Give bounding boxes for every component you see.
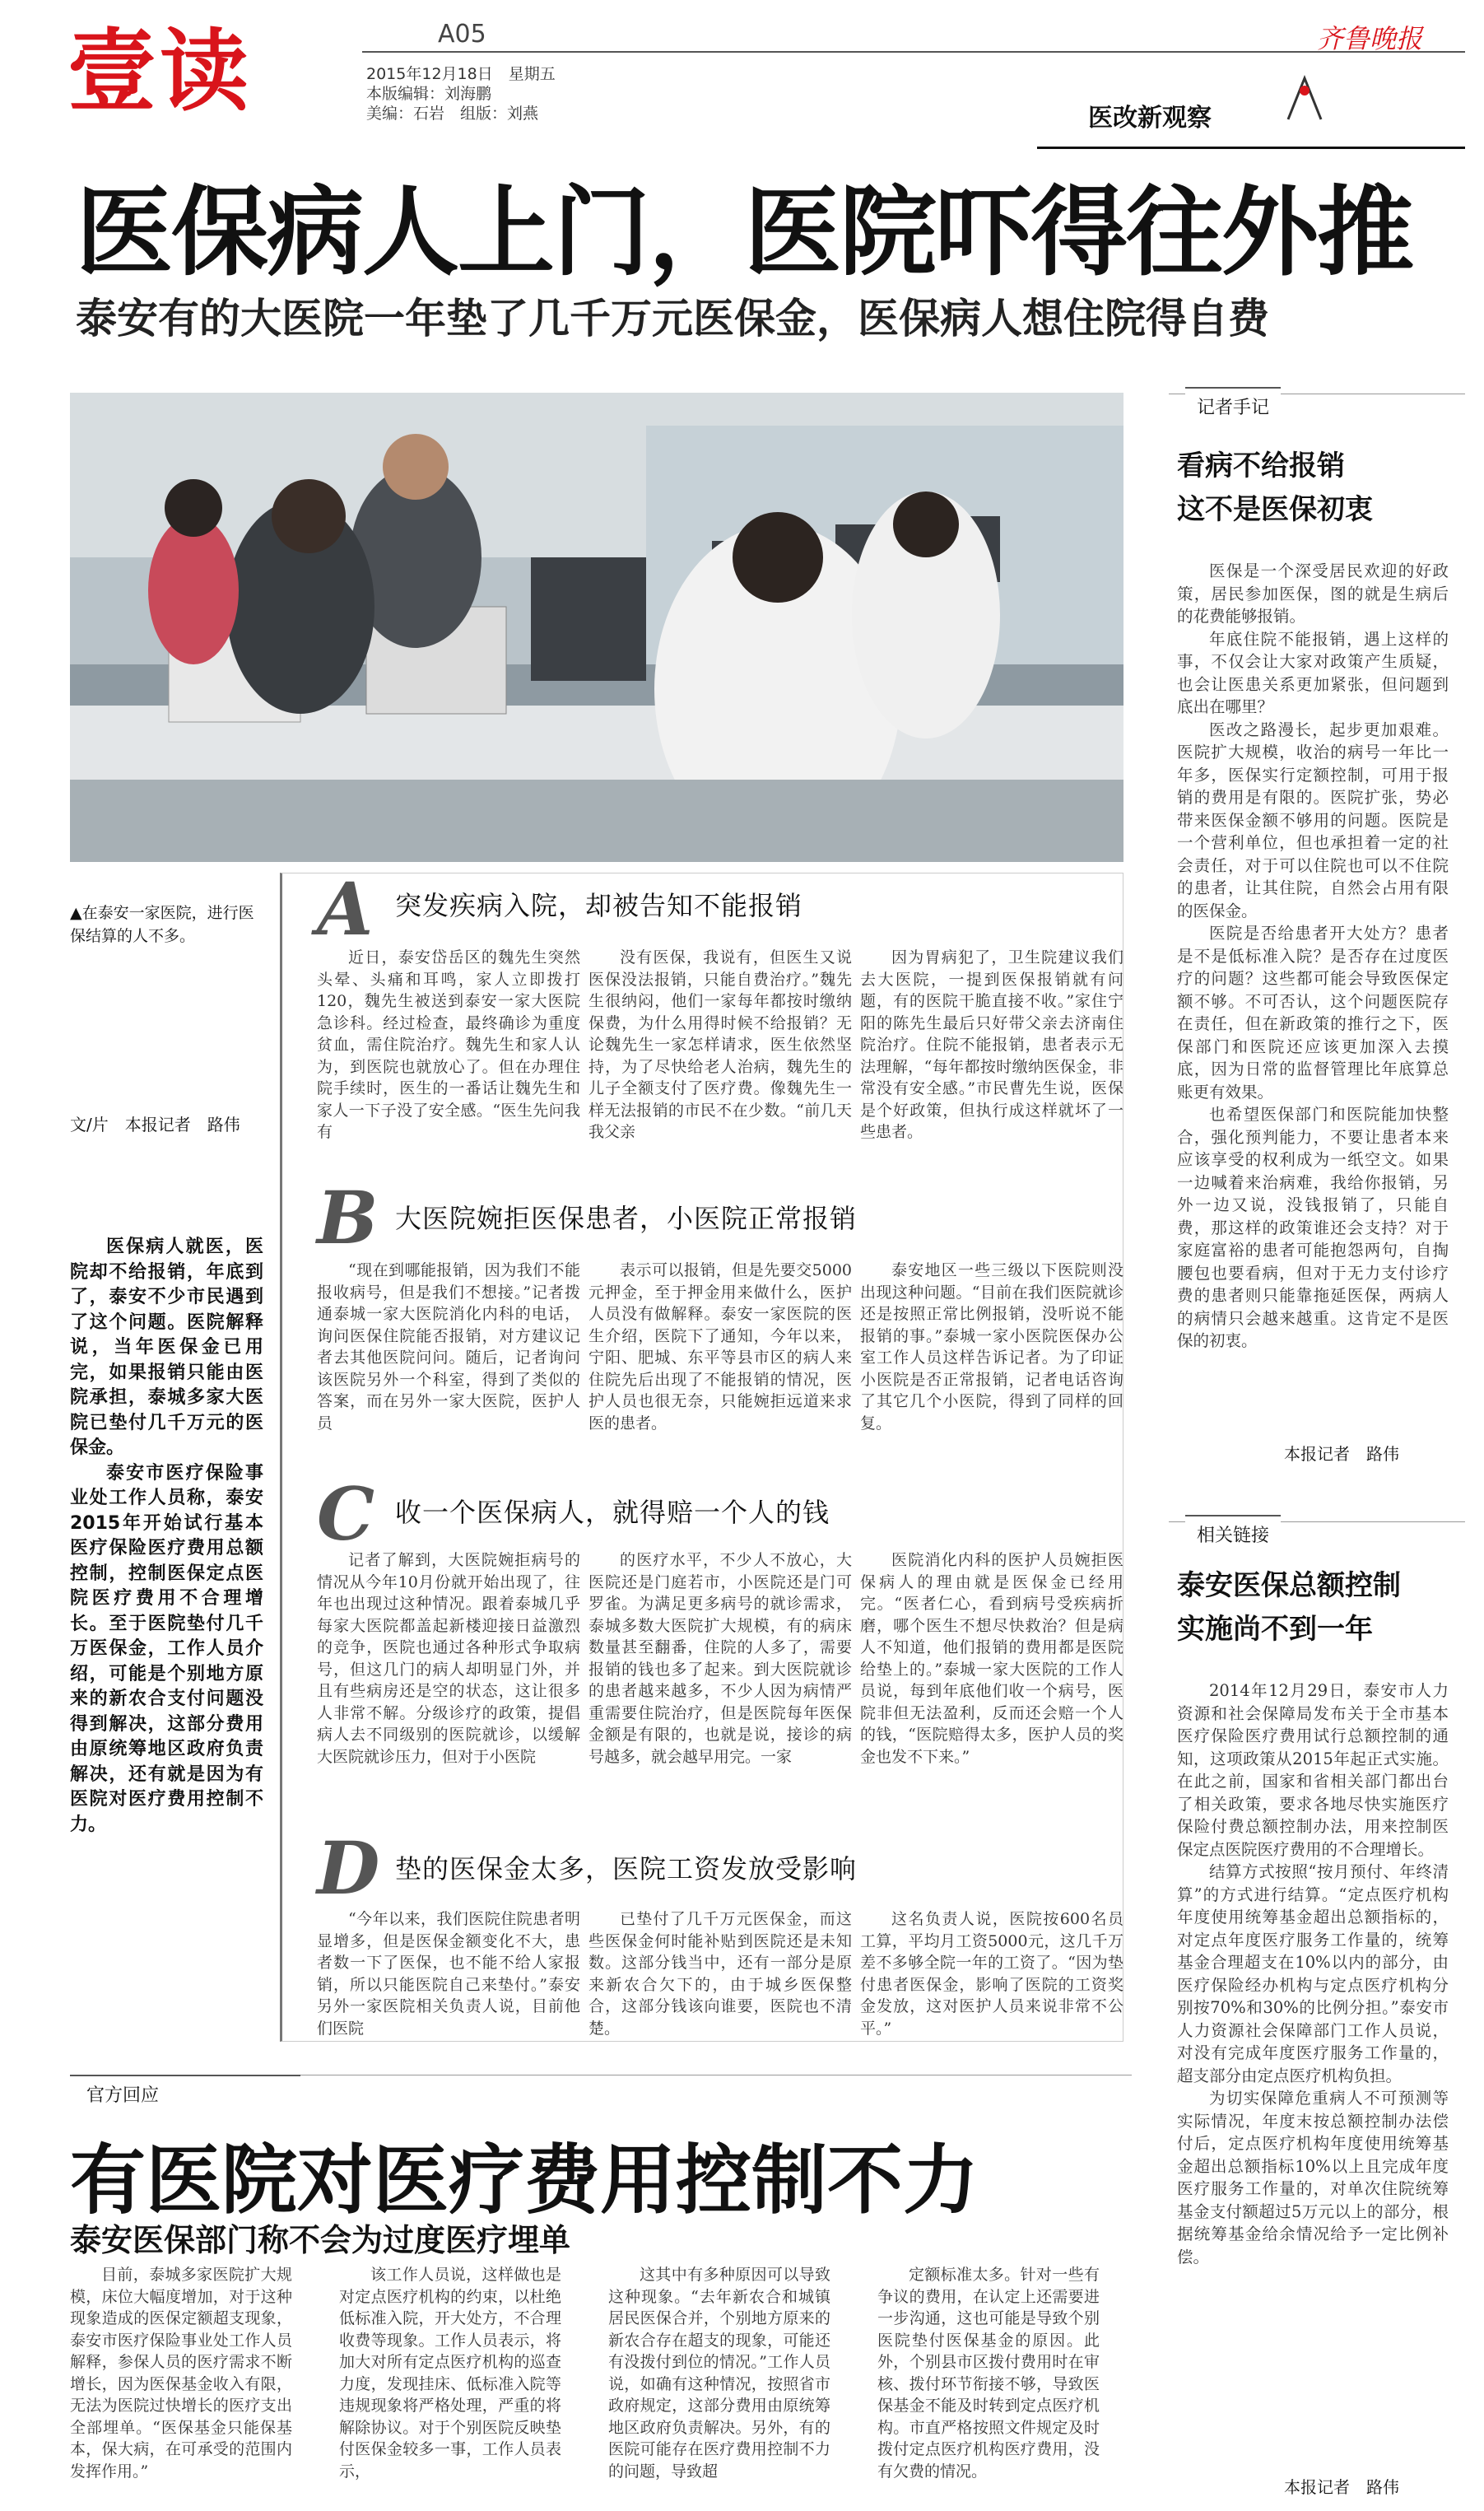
masthead-rule	[362, 51, 1465, 53]
bottom-column	[608, 2264, 830, 2481]
paragraph: 医改之路漫长，起步更加艰难。医院扩大规模，收治的病号一年比一年多，医保实行定额控制，可用于报销的费用是有限的。医院扩张，势必带来医保金额不够用的问题。医院是一个营利单位，但也承担着一定的社会责任，对于可以住院也可以不住院的患者，让其住院，自然会占用有限的医保金。	[1177, 720, 1449, 920]
paragraph: “今年以来，我们医院住院患者明显增多，但是医保金额变化不大，患者数一下了医保，也不能不给人家报销，所以只能医院自己来垫付。”泰安另外一家医院相关负责人说，目前他们医院	[317, 1910, 580, 2038]
paragraph: 这名负责人说，医院按600名员工算，平均月工资5000元，这几千万差不多够全院一年的工资了。“因为垫付患者医保金，影响了医院的工资奖金发放，这对医护人员来说非常不公平。”	[860, 1910, 1123, 2038]
paragraph: 记者了解到，大医院婉拒病号的情况从今年10月份就开始出现了，往年也出现过这种情况。跟着泰城几乎每家大医院都盖起新楼迎接日益激烈的竞争，医院也通过各种形式争取病号，但这几门的病人却明显门外，并且有些病房还是空的状态，这让很多人非常不解。分级诊疗的政策，提倡病人去不同级别的医院就诊，以缓解大医院就诊压力，但对于小医院	[317, 1551, 580, 1766]
main-subhead: 泰安有的大医院一年垫了几千万元医保金，医保病人想住院得自费	[76, 295, 1269, 342]
section-tag: 医改新观察	[1080, 97, 1220, 133]
section-rule	[1037, 147, 1465, 149]
issue-date: 2015年12月18日 星期五	[366, 65, 556, 83]
reporter-note-signature: 本报记者 路伟	[1284, 1444, 1399, 1464]
paragraph: 因为胃病犯了，卫生院建议我们去大医院，一提到医保报销就有问题，有的医院干脆直接不收。”家住宁阳的陈先生最后只好带父亲去济南住院治疗。住院不能报销，患者表示无法理解，“每年都按时缴纳医保金，非常没有安全感。”市民曹先生说，医保是个好政策，但执行成这样就坏了一些患者。	[860, 948, 1123, 1141]
photo-caption: ▲在泰安一家医院，进行医保结算的人不多。	[70, 904, 254, 945]
paragraph: 为切实保障危重病人不可预测等实际情况，年度末按总额控制办法偿付后，定点医疗机构年度使用统筹基金超出总额指标10%以上且完成年度医疗服务工作量的，对单次住院统筹基金支付额超过5万元以上的部分，根据统筹基金给余情况给予一定比例补偿。	[1177, 2089, 1449, 2266]
paragraph: 表示可以报销，但是先要交5000元押金，至于押金用来做什么，医护人员没有做解释。泰安一家医院的医生介绍，医院下了通知，今年以来，宁阳、肥城、东平等县市区的病人来住院先后出现了不能报销的情况，医护人员也很无奈，只能婉拒远道来求医的患者。	[588, 1261, 852, 1433]
paragraph: 医院消化内科的医护人员婉拒医保病人的理由就是医保金已经用完。“医者仁心，看到病号受疾病折磨，哪个医生不想尽快救治？但是病人不知道，他们报销的费用都是医院给垫上的。”泰城一家大医院的工作人员说，每到年底他们收一个病号，医院非但无法盈利，反而还会赔一个人的钱，“医院赔得太多，医护人员的奖金也发不下来。”	[860, 1551, 1123, 1766]
title-line: 泰安医保总额控制	[1177, 1569, 1401, 1602]
reporter-note-label: 记者手记	[1185, 387, 1281, 424]
title-line: 实施尚不到一年	[1177, 1613, 1373, 1646]
paragraph: 目前，泰城多家医院扩大规模，床位大幅度增加，对于这种现象造成的医保定额超支现象，泰安市医疗保险事业处工作人员解释，参保人员的医疗需求不断增长，因为医保基金收入有限，无法为医院过快增长的医疗支出全部埋单。“医保基金只能保基本，保大病，在可承受的范围内发挥作用。”	[70, 2266, 292, 2481]
related-link-body	[1177, 1679, 1449, 2462]
paragraph: 结算方式按照“按月预付、年终清算”的方式进行结算。“定点医疗机构年度使用统筹基金超出总额指标的，对定点年度医疗服务工作量的，统筹基金合理超支在10%以内的部分，由医疗保险经办机构与定点医疗机构分别按70%和30%的比例分担。”泰安市人力资源社会保障部门工作人员说，对没有完成年度医疗服务工作量的，超支部分由定点医疗机构负担。	[1177, 1862, 1449, 2085]
paragraph: 该工作人员说，这样做也是对定点医疗机构的约束，以杜绝低标准入院，开大处方，不合理收费等现象。工作人员表示，将加大对所有定点医疗机构的巡查力度，发现挂床、低标准入院等违规现象将严格处理，严重的将解除协议。对于个别医院反映垫付医保金较多一事，工作人员表示，	[339, 2266, 561, 2481]
bottom-column	[339, 2264, 561, 2481]
paragraph: 年底住院不能报销，遇上这样的事，不仅会让大家对政策产生质疑，也会让医患关系更加紧张，但问题到底出在哪里？	[1177, 629, 1449, 716]
design-credit: 美编：石岩 组版：刘燕	[366, 105, 539, 123]
paragraph: 没有医保，我说有，但医生又说医保没法报销，只能自费治疗。”魏先生很纳闷，他们一家每年都按时缴纳保费，为什么用得时候不给报销？无论魏先生一家怎样请求，医生依然坚持，为了尽快给老人治病，魏先生的儿子全额支付了医疗费。像魏先生一样无法报销的市民不在少数。“前几天我父亲	[588, 948, 852, 1141]
bottom-subhead: 泰安医保部门称不会为过度医疗埋单	[70, 2222, 571, 2258]
title-line: 这不是医保初衷	[1177, 493, 1373, 526]
photo-byline: 文/片 本报记者 路伟	[70, 1115, 240, 1134]
section-letter-c: C	[317, 1471, 375, 1557]
editor-credit: 本版编辑：刘海鹏	[366, 85, 492, 103]
paragraph: 已垫付了几千万元医保金，而这些医保金何时能补贴到医院还是未知数。这部分钱当中，还有一部分是原来新农合欠下的，由于城乡医保整合，这部分钱该向谁要，医院也不清楚。	[588, 1910, 852, 2038]
paragraph: “现在到哪能报销，因为我们不能报收病号，但是我们不想接。”记者拨通泰城一家大医院消化内科的电话，询问医保住院能否报销，对方建议记者去其他医院问问。随后，记者询问该医院另外一个科室，得到了类似的答案，而在另外一家大医院，医护人员	[317, 1261, 580, 1433]
bottom-column	[70, 2264, 292, 2481]
related-link-signature: 本报记者 路伟	[1284, 2477, 1399, 2497]
paragraph: 也希望医保部门和医院能加快整合，强化预判能力，不要让患者本来应该享受的权利成为一纸空文。如果一边喊着来治病难，我给你报销，另外一边又说，没钱报销了，只能自费，那这样的政策谁还会支持？对于家庭富裕的患者可能抱怨两句，自掏腰包也要看病，但对于无力支付诊疗费的患者则只能靠拖延医保，两病人的病情只会越来越重。这肯定不是医保的初衷。	[1177, 1105, 1449, 1350]
main-headline: 医保病人上门，医院吓得往外推	[76, 175, 1413, 289]
paragraph: 2014年12月29日，泰安市人力资源和社会保障局发布关于全市基本医疗保险医疗费用试行总额控制的通知，这项政策从2015年起正式实施。在此之前，国家和省相关部门都出台了相关政策，要求各地尽快实施医疗保险付费总额控制办法，用来控制医保定点医院医疗费用的不合理增长。	[1177, 1681, 1449, 1859]
section-letter-a: A	[317, 866, 374, 952]
section-letter-b: B	[317, 1175, 379, 1260]
paragraph: 这其中有多种原因可以导致这种现象。“去年新农合和城镇居民医保合并，个别地方原来的新农合存在超支的现象，可能还有没拨付到位的情况。”工作人员说，如确有这种情况，按照省市政府规定，这部分费用由原统筹地区政府负责解决。另外，有的医院可能存在医疗费用控制不力的问题，导致超	[608, 2266, 830, 2481]
brand-icon	[1284, 74, 1325, 123]
section-a-body	[317, 947, 1123, 1157]
title-line: 看病不给报销	[1177, 450, 1345, 482]
section-c-body	[317, 1549, 1123, 1821]
section-c-title: 收一个医保病人，就得赔一个人的钱	[395, 1497, 830, 1528]
paragraph: 近日，泰安岱岳区的魏先生突然头晕、头痛和耳鸣，家人立即拨打120，魏先生被送到泰安一家大医院急诊科。经过检查，最终确诊为重度贫血，需住院治疗。魏先生和家人认为，到医院也就放心了。但在办理住院手续时，医生的一番话让魏先生和家人一下子没了安全感。“医生先问我有	[317, 948, 580, 1141]
paragraph: 定额标准太多。针对一些有争议的费用，在认定上还需要进一步沟通，这也可能是导致个别医院垫付医保基金的原因。此外，个别县市区拨付费用时在审核、拨付环节衔接不够，导致医保基金不能及时转到定点医疗机构。市直严格按照文件规定及时拨付定点医疗机构医疗费用，没有欠费的情况。	[877, 2266, 1100, 2481]
section-d-title: 垫的医保金太多，医院工资发放受影响	[395, 1853, 858, 1884]
official-response-label: 官方回应	[70, 2075, 300, 2107]
page-number: A05	[438, 20, 486, 49]
paragraph: 医保是一个深受居民欢迎的好政策，居民参加医保，图的就是生病后的花费能够报销。	[1177, 561, 1449, 626]
section-b-body	[317, 1260, 1123, 1474]
newspaper-brand-logo: 齐鲁晚报	[1317, 23, 1423, 54]
reporter-note-body	[1177, 560, 1449, 1433]
paragraph: 的医疗水平，不少人不放心，大医院还是门庭若市，小医院还是门可罗雀。为满足更多病号的就诊需求，泰城多数大医院扩大规模，有的病床数量甚至翻番，住院的人多了，需要报销的钱也多了起来。到大医院就诊的患者越来越多，不少人因为病情严重需要住院治疗，但是医院每年医保金额是有限的，也就是说，接诊的病号越多，就会越早用完。一家	[588, 1551, 852, 1766]
intro-paragraph: 泰安市医疗保险事业处工作人员称，泰安2015年开始试行基本医疗保险医疗费用总额控制，控制医保定点医院医疗费用不合理增长。至于医院垫付几千万医保金，工作人员介绍，可能是个别地方原来的新农合支付问题没得到解决，这部分费用由原统筹地区政府负责解决，还有就是因为有医院对医疗费用控制不力。	[70, 1462, 263, 1835]
section-letter-d: D	[317, 1825, 380, 1911]
article-intro	[70, 1235, 263, 1838]
bottom-column	[877, 2264, 1100, 2481]
section-a-title: 突发疾病入院，却被告知不能报销	[395, 890, 803, 921]
masthead-logo: 壹读	[67, 21, 253, 123]
section-b-title: 大医院婉拒医保患者，小医院正常报销	[395, 1203, 858, 1234]
related-link-label: 相关链接	[1185, 1515, 1281, 1552]
related-link-title	[1177, 1564, 1401, 1651]
intro-paragraph: 医保病人就医，医院却不给报销，年底到了，泰安不少市民遇到了这个问题。医院解释说，当年医保金已用完，如果报销只能由医院承担，泰城多家大医院已垫付几千万元的医保金。	[70, 1237, 263, 1458]
paragraph: 泰安地区一些三级以下医院则没出现这种问题。“目前在我们医院就诊还是按照正常比例报销，没听说不能报销的事。”泰城一家小医院医保办公室工作人员这样告诉记者。为了印证小医院是否正常报销，记者电话咨询了其它几个小医院，得到了同样的回复。	[860, 1261, 1123, 1433]
hospital-counter-photo	[70, 393, 1123, 862]
bottom-headline: 有医院对医疗费用控制不力	[70, 2136, 979, 2224]
paragraph: 医院是否给患者开大处方？患者是不是低标准入院？是否存在过度医疗的问题？这些都可能会导致医保定额不够。不可否认，这个问题医院存在责任，但在新政策的推行之下，医保部门和医院还应该更加深入去摸底，因为日常的监督管理比年底算总账更有效果。	[1177, 924, 1449, 1102]
reporter-note-title	[1177, 445, 1373, 532]
section-d-body	[317, 1908, 1123, 2038]
